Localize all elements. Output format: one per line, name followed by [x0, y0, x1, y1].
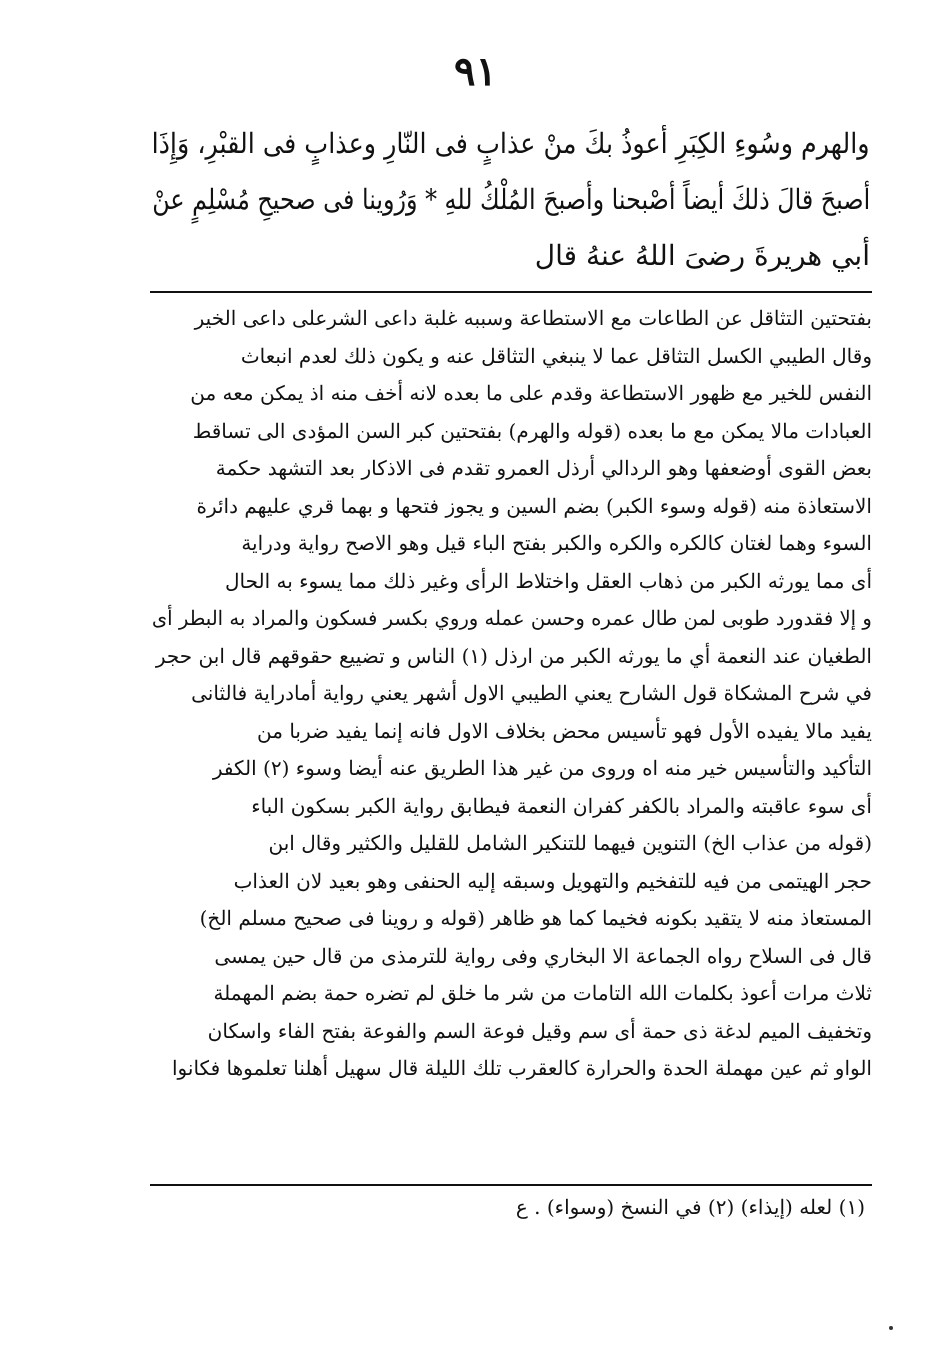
main-text-line: والهرم وسُوءِ الكِبَرِ أعوذُ بكَ منْ عذابٍ فى النّارِ وعذابٍ فى القبْرِ، وَإِذَا [152, 127, 870, 160]
commentary-line: وقال الطيبي الكسل التثاقل عما لا ينبغي التثاقل عنه و يكون ذلك لعدم انبعاث [240, 343, 872, 368]
page-number: ٩١ [454, 48, 497, 95]
commentary-line: الاستعاذة منه (قوله وسوء الكبر) بضم السين و يجوز فتحها و بهما قري عليهم دائرة [196, 493, 872, 518]
commentary-line: العبادات مالا يمكن مع ما بعده (قوله والهرم) بفتحتين كبر السن المؤدى الى تساقط [192, 418, 872, 443]
commentary-line: بفتحتين التثاقل عن الطاعات مع الاستطاعة وسببه غلبة داعى الشرعلى داعى الخير [194, 306, 872, 330]
commentary-line: (قوله من عذاب الخ) التنوين فيهما للتنكير الشامل للقليل والكثير وقال ابن [268, 831, 872, 855]
main-text [150, 116, 870, 284]
commentary-line: ثلاث مرات أعوذ بكلمات الله التامات من شر ما خلق لم تضره حمة بضم المهملة [213, 981, 872, 1005]
commentary-line: السوء وهما لغتان كالكره والكره والكبر بفتح الباء قيل وهو الاصح رواية ودراية [241, 531, 872, 555]
commentary [150, 300, 872, 1088]
main-text-line: أصبحَ قالَ ذلكَ أيضاً أصْبحنا وأصبحَ المُلْكُ للهِ * وَرُوينا فى صحيحِ مُسْلِمٍ عنْ [152, 183, 870, 216]
commentary-line: قال فى السلاح رواه الجماعة الا البخاري وفى رواية للترمذى من قال حين يمسى [214, 943, 872, 968]
footnote: (١) لعله (إيذاء) (٢) في النسخ (وسواء) . ع [515, 1195, 865, 1219]
scan-speck [889, 1326, 893, 1330]
commentary-line: حجر الهيتمى من فيه للتفخيم والتهويل وسبقه إليه الحنفى وهو بعيد لان العذاب [233, 868, 872, 893]
main-text-line: أبي هريرةَ رضىَ اللهُ عنهُ قال [534, 239, 870, 272]
commentary-line: التأكيد والتأسيس خير منه اه وروى من غير هذا الطريق عنه أيضا وسوء (٢) الكفر [212, 756, 872, 780]
commentary-line: يفيد مالا يفيده الأول فهو تأسيس محض بخلاف الاول فانه إنما يفيد ضربا من [257, 718, 872, 743]
commentary-line: الطغيان عند النعمة أي ما يورثه الكبر من ارذل (١) الناس و تضييع حقوقهم قال ابن حجر [155, 643, 872, 668]
commentary-line: المستعاذ منه لا يتقيد بكونه فخيما كما هو ظاهر (قوله و روينا فى صحيح مسلم الخ) [199, 906, 872, 930]
top-divider [150, 291, 872, 293]
commentary-line: أى سوء عاقبته والمراد بالكفر كفران النعمة فيطابق رواية الكبر بسكون الباء [251, 793, 872, 818]
bottom-divider [150, 1184, 872, 1186]
commentary-line: النفس للخير مع ظهور الاستطاعة وقدم على ما بعده لانه أخف منه اذ يمكن معه من [190, 381, 872, 405]
commentary-line: في شرح المشكاة قول الشارح يعني الطيبي الاول أشهر يعني رواية أمادراية فالثانى [191, 681, 872, 705]
commentary-line: وتخفيف الميم لدغة ذى حمة أى سم وقيل فوعة السم والفوعة بفتح الفاء واسكان [207, 1018, 872, 1043]
commentary-line: بعض القوى أوضعفها وهو الردالي أرذل العمرو تقدم فى الاذكار بعد التشهد حكمة [215, 456, 872, 480]
commentary-line: أى مما يورثه الكبر من ذهاب العقل واختلاط الرأى وغير ذلك مما يسوء به الحال [224, 568, 872, 593]
commentary-line: الواو ثم عين مهملة الحدة والحرارة كالعقرب تلك الليلة قال سهيل أهلنا تعلموها فكانوا [172, 1056, 872, 1080]
commentary-line: و إلا فقدورد طوبى لمن طال عمره وحسن عمله وروي بكسر فسكون والمراد به البطر أى [152, 606, 872, 630]
